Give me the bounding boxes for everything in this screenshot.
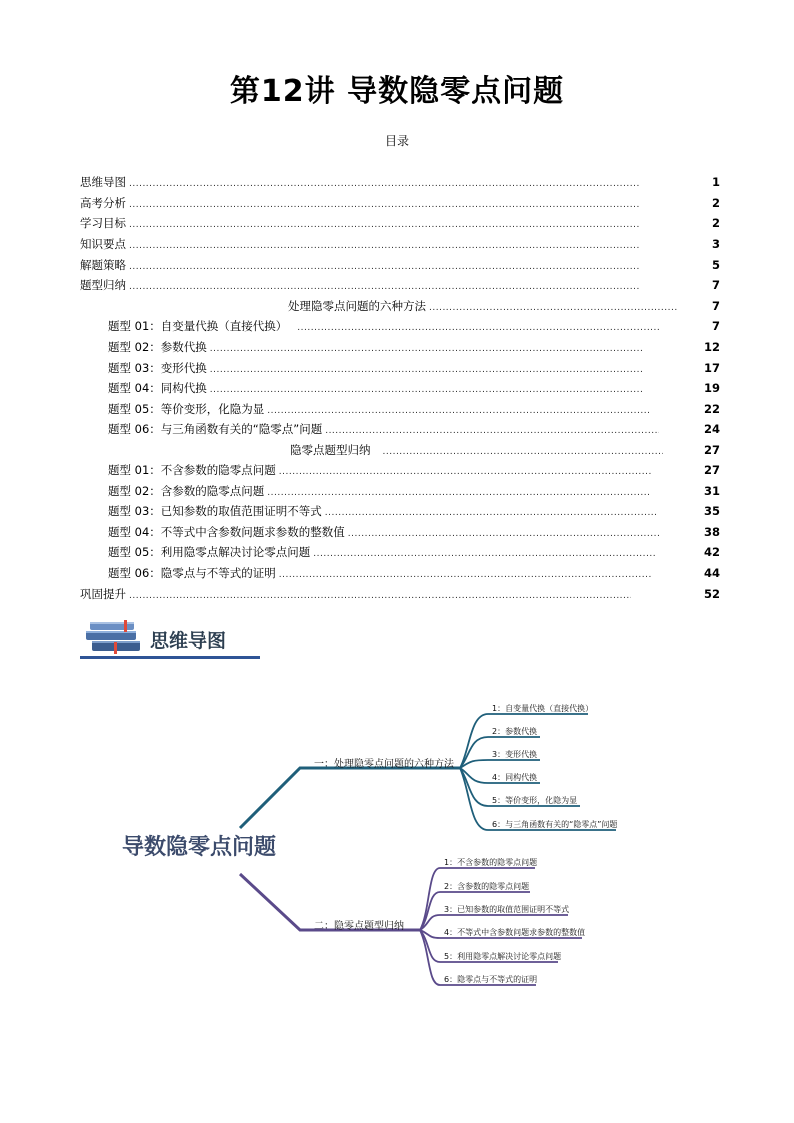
- toc-entry-page: 24: [703, 422, 720, 436]
- toc-entry-page: 12: [703, 340, 720, 354]
- toc-entry-label: 题型 04：同构代换: [108, 381, 207, 395]
- mind-map-leaf: 2：含参数的隐零点问题: [444, 882, 530, 891]
- toc-entry[interactable]: [108, 565, 654, 581]
- toc-entry-label: 学习目标: [80, 216, 126, 230]
- toc-entry-label: 知识要点: [80, 237, 126, 251]
- section-title: 思维导图: [150, 630, 227, 652]
- mind-map-leaf: 4：同构代换: [492, 773, 538, 782]
- toc-entry-page: 19: [703, 381, 720, 395]
- toc-entry-page: 2: [711, 216, 720, 230]
- mind-map: [0, 690, 794, 1000]
- mind-map-leaf: 3：变形代换: [492, 750, 538, 759]
- toc-entry-label: 题型 01：不含参数的隐零点问题: [108, 463, 276, 477]
- toc-entry[interactable]: [80, 174, 642, 190]
- toc-entry[interactable]: [108, 503, 660, 519]
- mind-map-branch: 一：处理隐零点问题的六种方法: [314, 759, 454, 770]
- toc-entry-label: 题型 06：与三角函数有关的“隐零点”问题: [108, 422, 323, 436]
- toc-entry-page: 7: [711, 299, 720, 313]
- toc-entry[interactable]: [80, 257, 642, 273]
- toc-entry-page: 42: [703, 545, 720, 559]
- section-divider: [80, 656, 260, 659]
- toc-entry-page: 5: [711, 258, 720, 272]
- toc-entry-label: 解题策略: [80, 258, 126, 272]
- toc-entry[interactable]: [290, 442, 666, 458]
- mind-map-branch: 二：隐零点题型归纳: [314, 921, 404, 932]
- toc-entry-page: 2: [711, 196, 720, 210]
- toc-entry-page: 27: [703, 463, 720, 477]
- toc-entry-page: 3: [711, 237, 720, 251]
- document-title: 第12讲 导数隐零点问题: [229, 74, 565, 109]
- section-banner: [80, 618, 260, 660]
- mind-map-leaf: 5：利用隐零点解决讨论零点问题: [444, 952, 562, 961]
- mind-map-root: 导数隐零点问题: [122, 835, 277, 860]
- toc-entry-label: 题型 02：含参数的隐零点问题: [108, 484, 265, 498]
- books-icon: [84, 618, 146, 656]
- mind-map-leaf: 6：与三角函数有关的“隐零点”问题: [492, 820, 618, 829]
- toc-heading: 目录: [384, 134, 409, 148]
- toc-entry-label: 思维导图: [80, 175, 126, 189]
- toc-entry[interactable]: [108, 544, 658, 560]
- toc-entry-label: 题型归纳: [80, 278, 126, 292]
- toc-entry-label: 处理隐零点问题的六种方法: [288, 299, 426, 313]
- toc-entry[interactable]: [288, 298, 680, 314]
- toc-entry-page: 35: [703, 504, 720, 518]
- toc-entry-label: 题型 05：等价变形，化隐为显: [108, 402, 265, 416]
- toc-entry-label: 题型 02：参数代换: [108, 340, 207, 354]
- mind-map-leaf: 5：等价变形，化隐为显: [492, 796, 578, 805]
- mind-map-leaf: 6：隐零点与不等式的证明: [444, 975, 538, 984]
- toc-entry[interactable]: [108, 483, 652, 499]
- toc-entry-page: 52: [703, 587, 720, 601]
- toc-entry[interactable]: [80, 277, 642, 293]
- mind-map-connectors: [0, 690, 794, 1000]
- toc-entry-label: 题型 06：隐零点与不等式的证明: [108, 566, 276, 580]
- toc-entry-page: 17: [703, 361, 720, 375]
- mind-map-leaf: 2：参数代换: [492, 727, 538, 736]
- toc-entry[interactable]: [80, 236, 642, 252]
- toc-entry-label: 题型 04：不等式中含参数问题求参数的整数值: [108, 525, 345, 539]
- mind-map-leaf: 1：不含参数的隐零点问题: [444, 858, 538, 867]
- toc-entry[interactable]: [108, 462, 654, 478]
- toc-entry-page: 31: [703, 484, 720, 498]
- toc-entry[interactable]: [80, 215, 642, 231]
- toc-entry[interactable]: [108, 339, 646, 355]
- toc-entry[interactable]: [108, 318, 664, 334]
- toc-entry-label: 题型 01：自变量代换（直接代换）: [108, 319, 288, 333]
- toc-entry-label: 题型 03：变形代换: [108, 361, 207, 375]
- mind-map-leaf: 3：已知参数的取值范围证明不等式: [444, 905, 570, 914]
- mind-map-leaf: 1：自变量代换（直接代换）: [492, 704, 594, 713]
- toc-entry-page: 38: [703, 525, 720, 539]
- toc-entry-page: 27: [703, 443, 720, 457]
- toc-entry-page: 44: [703, 566, 720, 580]
- toc-entry[interactable]: [108, 380, 646, 396]
- toc-entry-label: 巩固提升: [80, 587, 126, 601]
- toc-entry-page: 7: [711, 319, 720, 333]
- toc-entry-label: 题型 03：已知参数的取值范围证明不等式: [108, 504, 322, 518]
- toc-entry-label: 高考分析: [80, 196, 126, 210]
- toc-entry[interactable]: [108, 421, 662, 437]
- toc-entry[interactable]: [80, 586, 634, 602]
- toc-entry[interactable]: [108, 524, 662, 540]
- toc-entry-page: 22: [703, 402, 720, 416]
- toc-entry[interactable]: [108, 401, 654, 417]
- toc-entry[interactable]: [80, 195, 642, 211]
- toc-entry-label: 隐零点题型归纳: [290, 443, 371, 457]
- toc-entry-page: 1: [711, 175, 720, 189]
- toc-entry-page: 7: [711, 278, 720, 292]
- toc-entry[interactable]: [108, 360, 646, 376]
- toc-entry-label: 题型 05：利用隐零点解决讨论零点问题: [108, 545, 311, 559]
- mind-map-leaf: 4：不等式中含参数问题求参数的整数值: [444, 928, 586, 937]
